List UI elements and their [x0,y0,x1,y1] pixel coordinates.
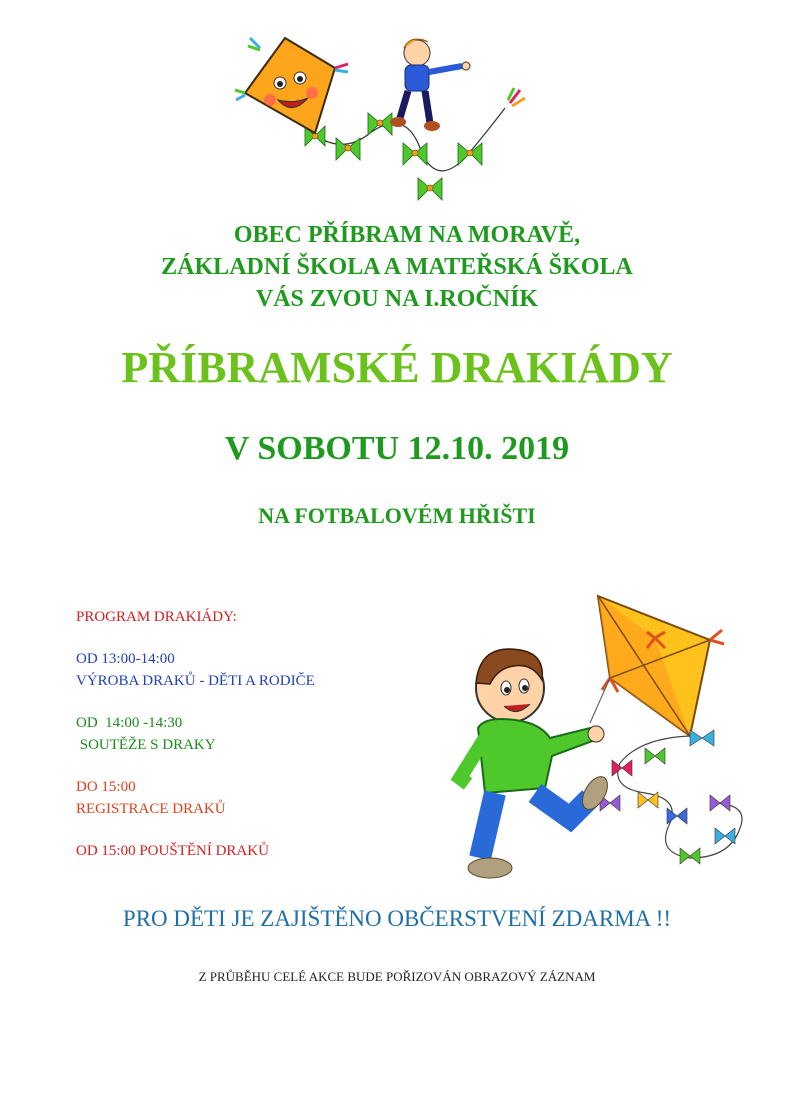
invitation-line: VÁS ZVOU NA I.ROČNÍK [255,286,539,312]
program-heading: PROGRAM DRAKIÁDY: [76,609,237,625]
event-date: V SOBOTU 12.10. 2019 [224,430,570,467]
program-item-3-time: DO 15:00 [76,779,136,795]
program-item-3-activity: REGISTRACE DRAKŮ [76,801,226,817]
program-item-1-activity: VÝROBA DRAKŮ - DĚTI A RODIČE [76,673,315,689]
refreshment-notice: PRO DĚTI JE ZAJIŠTĚNO OBČERSTVENÍ ZDARMA !! [122,906,672,931]
program-item-2-time: OD 14:00 -14:30 [76,715,183,731]
organizer-line-1: OBEC PŘÍBRAM NA MORAVĚ, [233,222,581,248]
program-item-2-activity: SOUTĚŽE S DRAKY [76,737,216,753]
organizer-line-2: ZÁKLADNÍ ŠKOLA A MATEŘSKÁ ŠKOLA [161,254,633,280]
recording-notice: Z PRŮBĚHU CELÉ AKCE BUDE POŘIZOVÁN OBRAZOVÝ ZÁZNAM [198,969,596,984]
event-title: PŘÍBRAMSKÉ DRAKIÁDY [121,343,673,392]
event-location: NA FOTBALOVÉM HŘIŠTI [258,503,536,528]
kite-boy-illustration [230,28,530,206]
program-item-4-time: OD 15:00 POUŠTĚNÍ DRAKŮ [76,843,269,859]
boy-with-kite-illustration [440,588,760,888]
program-item-1-time: OD 13:00-14:00 [76,651,175,667]
